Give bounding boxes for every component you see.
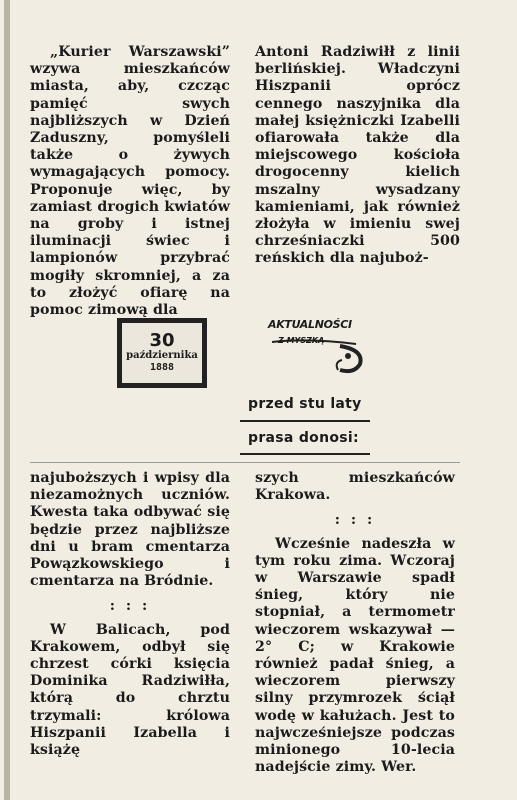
date-month: października xyxy=(126,350,198,361)
article-paragraph: Antoni Radziwiłł z linii berlińskiej. Władczyni Hiszpanii oprócz cennego naszyjnika dla małej księżniczki Izabelli ofiarowała także dla miejscowego kościoła drogocenny kielich mszalny wysadzany kamieniami, jak również złożyła w imieniu swej chrześniaczki 500 reńskich dla najuboż- xyxy=(255,44,460,267)
logo-line-2: Z MYSZKĄ xyxy=(278,336,325,345)
divider xyxy=(240,420,370,422)
page-edge xyxy=(4,0,10,800)
article-paragraph: szych mieszkańców Krakowa. xyxy=(255,470,455,504)
section-divider xyxy=(30,462,460,463)
date-day: 30 xyxy=(149,330,175,351)
heading-prasa-donosi: prasa donosi: xyxy=(248,430,359,446)
heading-przed-stu-laty: przed stu laty xyxy=(248,396,362,412)
article-paragraph: „Kurier Warszawski” wzywa mieszkańców miasta, aby, czcząc pamięć swych najbliższych w Dzień Zaduszny, pomyśleli także o żywych wymagających pomocy. Proponuje więc, by zamiast drogich kwiatów na groby i istnej iluminacji świec i lampionów przybrać mogiły skromniej, a za to złożyć ofiarę na pomoc zimową dla xyxy=(30,44,230,319)
column-bottom-left xyxy=(30,470,230,759)
paragraph-separator: : : : xyxy=(334,512,376,529)
article-paragraph: W Balicach, pod Krakowem, odbył się chrzest córki księcia Dominika Radziwiłła, którą do chrztu trzymali: królowa Hiszpanii Izabella i książę xyxy=(30,621,230,759)
logo-line-1: AKTUALNOŚCI xyxy=(268,318,352,331)
column-top-right xyxy=(255,44,460,268)
divider xyxy=(240,453,370,455)
column-bottom-right xyxy=(255,470,455,776)
article-paragraph: najuboższych i wpisy dla niezamożnych uczniów. Kwesta taka odbywać się będzie przez najbliższe dni u bram cmentarza Powązkowskiego i cmentarza na Bródnie. xyxy=(30,470,230,590)
article-paragraph: Wcześnie nadeszła w tym roku zima. Wczoraj w Warszawie spadł śnieg, który nie stopniał, a termometr wieczorem wskazywał —2° C; w Krakowie również padał śnieg, a wieczorem pierwszy silny przymrozek ściął wodę w kałużach. Jest to najwcześniejsze podczas minionego 10-lecia nadejście zimy. Wer. xyxy=(255,535,455,776)
paragraph-separator: : : : xyxy=(109,598,151,615)
date-year: 1888 xyxy=(149,362,175,373)
date-stamp xyxy=(117,318,207,388)
column-logo xyxy=(268,316,368,376)
column-top-left xyxy=(30,44,230,319)
